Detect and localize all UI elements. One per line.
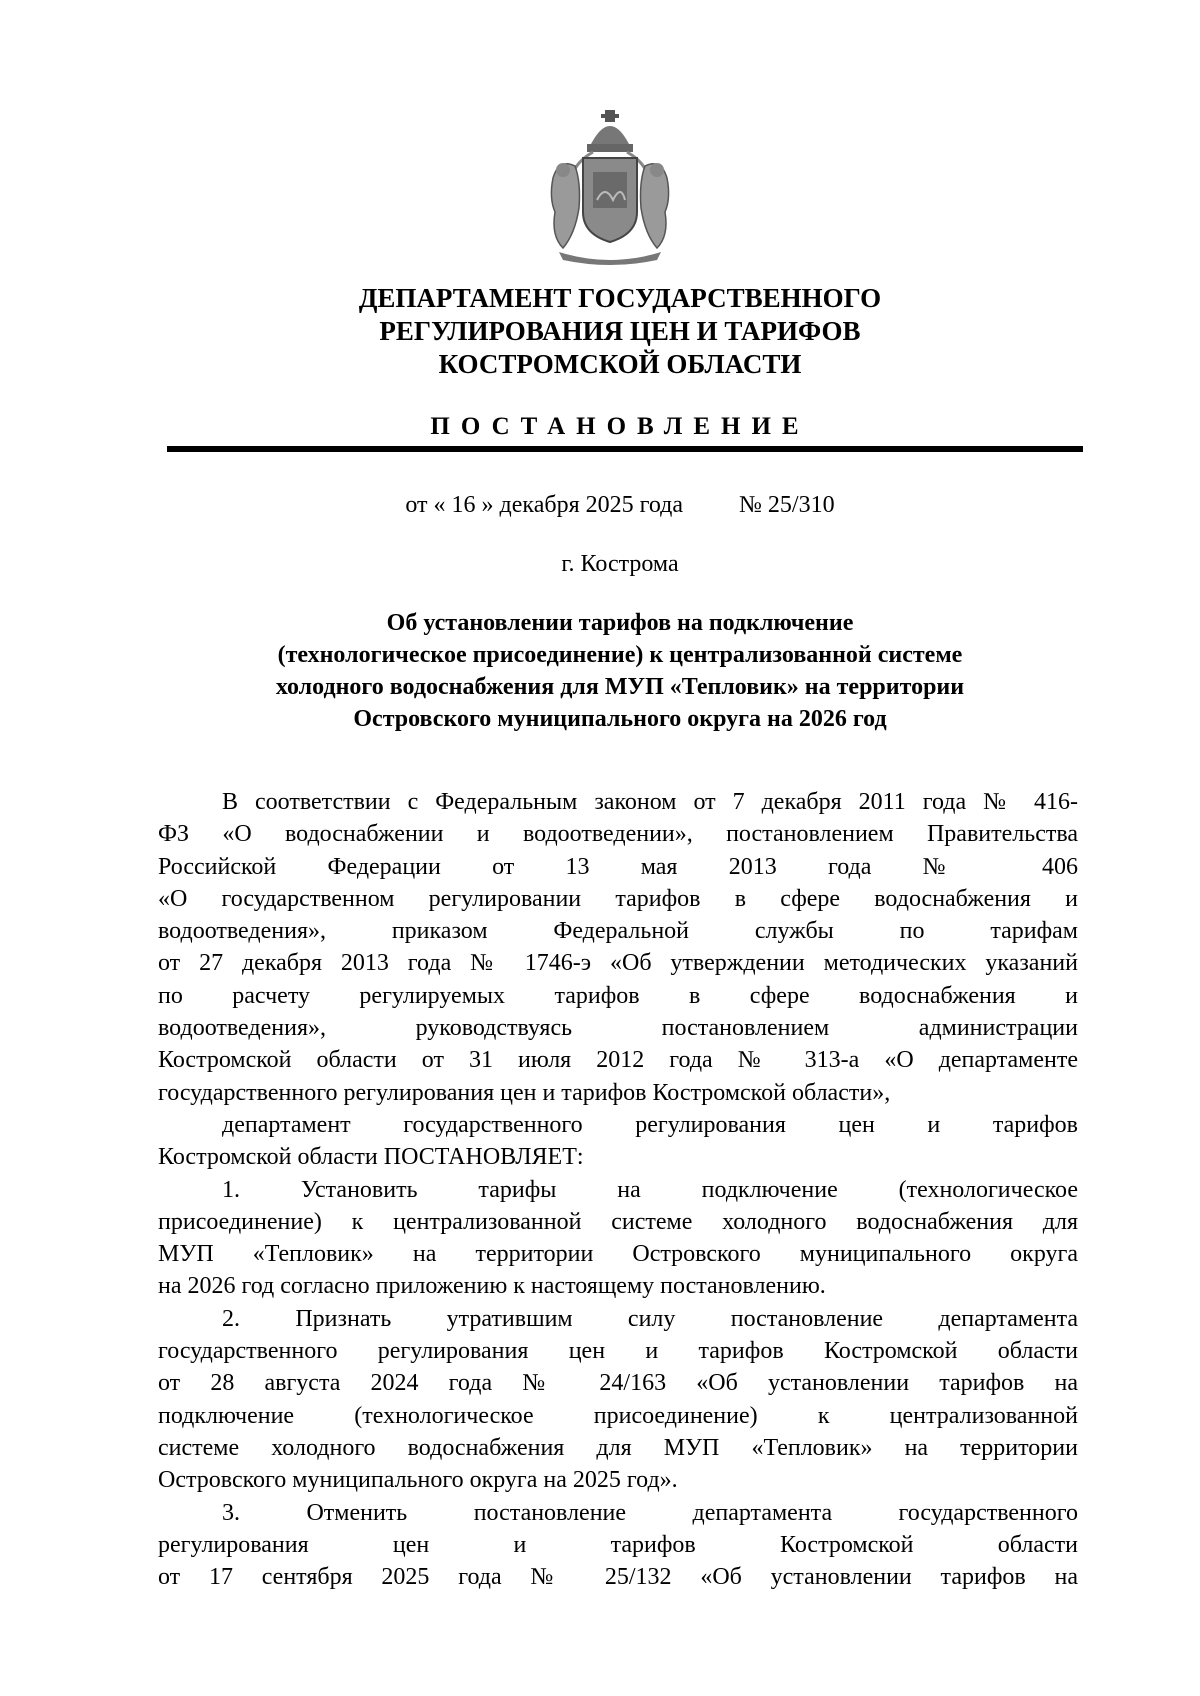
title-line: холодного водоснабжения для МУП «Тепловик» на территории [275, 674, 965, 700]
body-line: от 17 сентября 2025 года № 25/132 «Об установлении тарифов на [158, 1564, 1078, 1591]
body-line: водоотведения», приказом Федеральной службы по тарифам [158, 918, 1078, 945]
department-name-line: КОСТРОМСКОЙ ОБЛАСТИ [438, 349, 802, 379]
document-number: № 25/310 [739, 492, 835, 518]
body-line: МУП «Тепловик» на территории Островского муниципального округа [158, 1241, 1078, 1268]
title-line: Об установлении тарифов на подключение [386, 610, 854, 636]
body-line: регулирования цен и тарифов Костромской области [158, 1531, 1078, 1558]
title-line: (технологическое присоединение) к централизованной системе [277, 642, 963, 668]
body-line: «О государственном регулировании тарифов в сфере водоснабжения и [158, 885, 1078, 912]
department-name [160, 282, 1080, 381]
body-line: подключение (технологическое присоединение) к централизованной [158, 1402, 1078, 1429]
document-type: ПОСТАНОВЛЕНИЕ [430, 413, 810, 440]
body-line: Российской Федерации от 13 мая 2013 года № 406 [158, 853, 1078, 880]
body-line: 2. Признать утратившим силу постановление департамента [222, 1305, 1078, 1332]
body-line: Костромской области ПОСТАНОВЛЯЕТ: [158, 1144, 584, 1171]
kostroma-coat-of-arms-icon [545, 108, 675, 268]
department-name-line: РЕГУЛИРОВАНИЯ ЦЕН И ТАРИФОВ [379, 316, 861, 346]
body-line: ФЗ «О водоснабжении и водоотведении», постановлением Правительства [158, 821, 1078, 848]
body-line: 3. Отменить постановление департамента государственного [222, 1499, 1078, 1526]
body-line: по расчету регулируемых тарифов в сфере водоснабжения и [158, 982, 1078, 1009]
body-line: 1. Установить тарифы на подключение (технологическое [222, 1176, 1078, 1203]
document-city: г. Кострома [561, 551, 679, 577]
body-line: водоотведения», руководствуясь постановлением администрации [158, 1015, 1078, 1042]
body-line: присоединение) к централизованной системе холодного водоснабжения для [158, 1208, 1078, 1235]
header-divider [167, 446, 1083, 452]
department-name-line: ДЕПАРТАМЕНТ ГОСУДАРСТВЕННОГО [358, 283, 882, 313]
body-line: государственного регулирования цен и тарифов Костромской области», [158, 1079, 891, 1106]
body-line: системе холодного водоснабжения для МУП «Тепловик» на территории [158, 1434, 1078, 1461]
date-number-line [160, 490, 1080, 520]
body-line: Костромской области от 31 июля 2012 года № 313-а «О департаменте [158, 1047, 1078, 1074]
title-line: Островского муниципального округа на 2026 год [353, 706, 887, 732]
document-body [158, 786, 1078, 1593]
body-line: от 28 августа 2024 года № 24/163 «Об установлении тарифов на [158, 1370, 1078, 1397]
document-date: от « 16 » декабря 2025 года [405, 492, 684, 518]
body-line: Островского муниципального округа на 2025 год». [158, 1467, 678, 1494]
body-line: департамент государственного регулирования цен и тарифов [222, 1111, 1078, 1138]
body-line: от 27 декабря 2013 года № 1746-э «Об утверждении методических указаний [158, 950, 1078, 977]
body-line: государственного регулирования цен и тарифов Костромской области [158, 1338, 1078, 1365]
document-title [160, 607, 1080, 735]
body-line: В соответствии с Федеральным законом от 7 декабря 2011 года № 416- [222, 789, 1078, 815]
body-line: на 2026 год согласно приложению к настоящему постановлению. [158, 1273, 826, 1300]
